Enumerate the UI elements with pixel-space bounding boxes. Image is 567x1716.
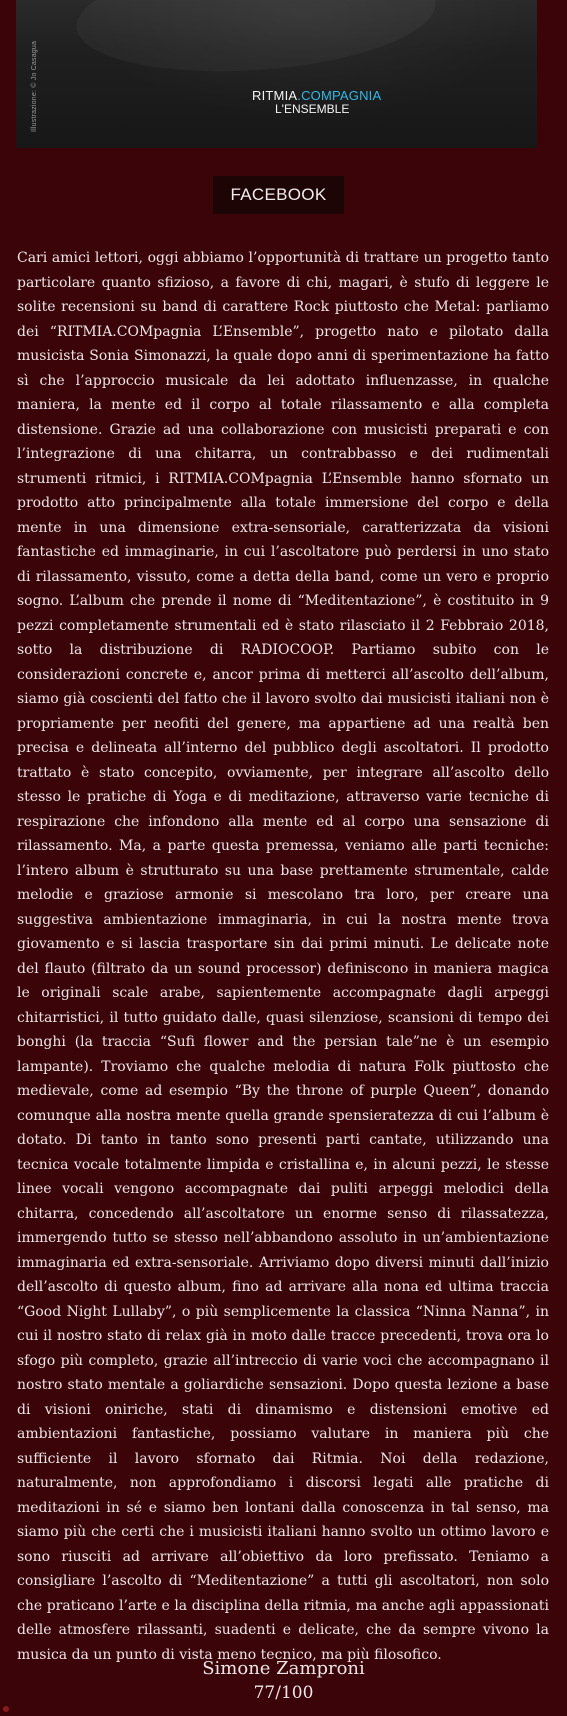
band-logo-primary: RITMIA [252,88,298,103]
band-logo-line2: L'ENSEMBLE [275,102,350,117]
band-logo [252,89,422,116]
cover-decoration [73,0,440,82]
band-logo-accent: .COMPAGNIA [297,88,382,103]
album-cover-image [16,0,537,148]
review-score: 77/100 [253,1683,314,1703]
review-text: Cari amici lettori, oggi abbiamo l’opportunità di trattare un progetto tanto particolare quanto sfizioso, a favore di chi, magari, è stufo di leggere le solite recensioni su band di carattere Rock piuttosto che Metal: parliamo dei “RITMIA.COMpagnia L’Ensemble”, progetto nato e pilotato dalla musicista Sonia Simonazzi, la quale dopo anni di sperimentazione ha fatto sì che l’approccio musicale da lei adottato influenzasse, in qualche maniera, la mente ed il corpo al totale rilassamento e alla completa distensione. Grazie ad una collaborazione con musicisti preparati e con l’integrazione di una chitarra, un contrabbasso e dei rudimentali strumenti ritmici, i RITMIA.COMpagnia L’Ensemble hanno sfornato un prodotto atto principalmente alla totale immersione del corpo e della mente in una dimensione extra-sensoriale, caratterizzata da visioni fantastiche ed immaginarie, in cui l’ascoltatore può perdersi in uno stato di rilassamento, vissuto, come a detta della band, come un vero e proprio sogno. L’album che prende il nome di “Meditentazione”, è costituito in 9 pezzi completamente strumentali ed è stato rilasciato il 2 Febbraio 2018, sotto la distribuzione di RADIOCOOP. Partiamo subito con le considerazioni concrete e, ancor prima di metterci all’ascolto dell’album, siamo già coscienti del fatto che il lavoro svolto dai musicisti italiani non è propriamente per neofiti del genere, ma appartiene ad una realtà ben precisa e delineata all’interno del pubblico degli ascoltatori. Il prodotto trattato è stato concepito, ovviamente, per integrare all’ascolto dello stesso le pratiche di Yoga e di meditazione, attraverso varie tecniche di respirazione che infondono alla mente ed al corpo una sensazione di rilassamento. Ma, a parte questa premessa, veniamo alle parti tecniche: l’intero album è strutturato su una base prettamente strumentale, calde melodie e graziose armonie si mescolano tra loro, per creare una suggestiva ambientazione immaginaria, in cui la nostra mente trova giovamento e si lascia trasportare sin dai primi minuti. Le delicate note del flauto (filtrato da un sound processor) definiscono in maniera magica le originali scale arabe, sapientemente accompagnate dagli arpeggi chitarristici, il tutto guidato dalle, quasi silenziose, scansioni di tempo dei bonghi (la traccia “Sufi flower and the persian tale”ne è un esempio lampante). Troviamo che qualche melodia di natura Folk piuttosto che medievale, come ad esempio “By the throne of purple Queen”, donando comunque alla nostra mente quella grande spensieratezza di cui l’album è dotato. Di tanto in tanto sono presenti parti cantate, utilizzando una tecnica vocale totalmente limpida e cristallina e, in alcuni pezzi, le stesse linee vocali vengono accompagnate dai puliti arpeggi melodici della chitarra, concedendo all’ascoltatore un enorme senso di rilassatezza, immergendo tutto se stesso nell’abbandono assoluto in un’ambientazione immaginaria ed extra-sensoriale. Arriviamo dopo diversi minuti dall’inizio dell’ascolto di questo album, fino ad arrivare alla nona ed ultima traccia “Good Night Lullaby”, o più semplicemente la classica “Ninna Nanna”, in cui il nostro stato di relax già in moto dalle tracce precedenti, trova ora lo sfogo più completo, grazie all’intreccio di varie voci che accompagnano il nostro stato mentale a goliardiche sensazioni. Dopo questa lezione a base di visioni oniriche, stati di dinamismo e distensioni emotive ed ambientazioni fantastiche, possiamo valutare in maniera più che sufficiente il lavoro sfornato dai Ritmia. Noi della redazione, naturalmente, non approfondiamo i discorsi legati alle pratiche di meditazioni in sé e siamo ben lontani dalla conoscenza in tal senso, ma siamo più che certi che i musicisti italiani hanno svolto un ottimo lavoro e sono riusciti ad arrivare all’obiettivo da loro prefissato. Teniamo a consigliare l’ascolto di “Meditentazione” a tutti gli ascoltatori, non solo che praticano l’arte e la disciplina della ritmia, ma anche agli appassionati delle atmosfere rilassanti, suadenti e delicate, che da sempre vivono la musica da un punto di vista meno tecnico, ma più filosofico. [17,250,549,1663]
review-author: Simone Zamproni [202,1658,365,1679]
decorative-dot [3,1706,9,1712]
band-logo-line1 [252,89,422,103]
illustration-credit: Illustrazione: © Jo Casagua [31,40,38,132]
facebook-button[interactable]: FACEBOOK [213,176,344,214]
